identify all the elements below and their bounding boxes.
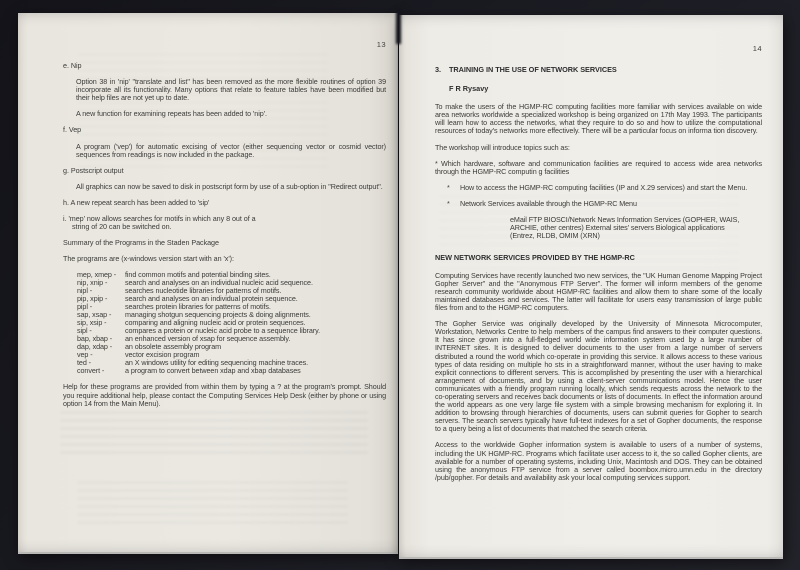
item-g-heading: g. Postscript output <box>63 165 124 175</box>
gopher-paragraph: The Gopher Service was originally developed by the University of Minnesota Microcomputer, Workstation, Networks Centre to help members of the campus find answers to their computer questions. It has since grown into a full-fledged world wide information system used by a large number of INTERNET sites. It is designed to deliver documents to the user from a large number of servers distributed a round the world which co-operate in providing this service. It allows access to these various types of data residing on multiple ho sts in a straightforward manner, without the user having to make explicit connections to different servers. This is accomplished by presenting the user with a hierarchical arrangement of documents, and by using a client-server communications model. Hence the user communicates with a friendly program running locally, which sends requests across the network to the co-operating servers and receives back documents or lists of documents. In effect the information around the world appears as one very large file system with a simple browsing mechanism for exploring it. In addition to browsing through hierarchies of documents, users can submit queries for Gopher to search servers. The search servers typically have full-text indexes for a set of Gopher documents, the response to a query being a list of documents that matched the search criteria. <box>435 319 762 434</box>
page-gap-shadow <box>396 8 401 44</box>
help-note: Help for these programs are provided from within them by typing a ? at the program's prompt. Should you require additional help, please contact the Computing Services Help Desk (either by phone or using option 14 from the Main Menu). <box>63 382 386 408</box>
program-row <box>77 367 386 375</box>
item-e-heading: e. Nip <box>63 61 82 70</box>
program-name: pip, xpip - <box>77 294 108 304</box>
program-description: searches nucleotide libraries for patterns of motifs. <box>125 286 282 296</box>
item-e-paragraph-2: A new function for examining repeats has been added to 'nip'. <box>76 109 267 119</box>
services-paragraph: Computing Services have recently launched two new services, the "UK Human Genome Mapping Project Gopher Server" and the "Anonymous FTP Server". The former will inform members of the genome research community worldwide about HGMP-RC facilities and allow them to share some of the locally maintained databases and services. The latter will facilitate for users easy transmission of large public files from and to the HGMP-RC computers. <box>435 270 762 313</box>
program-description: vector excision program <box>125 350 200 360</box>
program-description: an X windows utility for editing sequencing machine traces. <box>125 358 309 368</box>
item-i-text <box>63 215 386 231</box>
page-number: 14 <box>752 44 762 53</box>
program-name: sip, xsip - <box>77 318 107 328</box>
scanned-page-13-sheet <box>18 13 398 552</box>
program-name: vep - <box>77 350 93 360</box>
page-14-text-block <box>435 44 762 490</box>
services-line: eMail FTP BIOSCI/Network News Information Services (GOPHER, WAIS, <box>510 215 740 225</box>
item-i-line-2: string of 20 can be switched on. <box>72 222 172 232</box>
services-line: ARCHIE, other centres) External sites' servers Biological applications <box>510 223 725 233</box>
bleed-through-ghost <box>78 481 348 525</box>
program-description: a program to convert between xdap and xbap databases <box>125 366 301 376</box>
section-number: 3. <box>435 65 442 74</box>
bullet-item-1: * Which hardware, software and communication facilities are required to access wide area networks through the HGMP-RC computin g facilities <box>435 158 762 176</box>
access-paragraph: Access to the worldwide Gopher information system is available to users of a number of systems, including the UK HGMP-RC. Programs which facilitate user access to it, the so called Gopher clients, are available for a number of operating systems, including Unix, Macintosh and DOS. They can be obtained using the anonymous FTP service from a server called boombox.micro.umn.edu in the directory /pub/gopher. For details and availability ask your local computing services support. <box>435 440 762 482</box>
scanned-page-14-sheet <box>399 15 783 557</box>
page-13-text-block <box>63 40 386 416</box>
program-description: an obsolete assembly program <box>125 342 222 352</box>
program-row <box>77 335 386 343</box>
item-i-line-1: i. 'mep' now allows searches for motifs in which any 8 out of a <box>63 214 256 224</box>
program-name: dap, xdap - <box>77 342 113 352</box>
new-services-heading: NEW NETWORK SERVICES PROVIDED BY THE HGMP-RC <box>435 252 635 262</box>
bullet-item-3 <box>435 200 762 208</box>
program-name: convert - <box>77 366 105 376</box>
program-name: mep, xmep - <box>77 270 117 280</box>
program-description: searches protein libraries for patterns of motifs. <box>125 302 271 312</box>
page-number: 13 <box>376 40 386 49</box>
item-e-paragraph-1: Option 38 in 'nip' "translate and list" has been removed as the more flexible routines of option 39 incorporate all its functionality. Many options that relate to feature tables have been modified but their help files are not yet up to date. <box>76 77 386 103</box>
services-line: (Entrez, RLDB, OMIM (XRN) <box>510 231 600 241</box>
bullet-marker: * <box>447 198 450 208</box>
bullet-item-2 <box>435 184 762 192</box>
section-heading <box>435 66 762 74</box>
topics-intro: The workshop will introduce topics such as: <box>435 142 570 152</box>
program-description: search and analyses on an individual nucleic acid sequence. <box>125 278 313 288</box>
item-h-text: h. A new repeat search has been added to 'sip' <box>63 197 210 207</box>
item-g-paragraph: All graphics can now be saved to disk in postscript form by use of a sub-option in "Redirect output". <box>76 181 383 191</box>
program-description: comparing and aligning nucleic acid or protein sequences. <box>125 318 306 328</box>
program-description: compares a protein or nucleic acid probe to a sequence library. <box>125 326 320 336</box>
program-description: managing shotgun sequencing projects & doing alignments. <box>125 310 311 320</box>
program-row <box>77 343 386 351</box>
network-services-list <box>435 216 762 241</box>
program-name: nip, xnip - <box>77 278 108 288</box>
programs-table <box>63 271 386 375</box>
program-description: find common motifs and potential binding sites. <box>125 270 271 280</box>
bullet-marker: * <box>447 182 450 192</box>
bullet-text: How to access the HGMP-RC computing facilities (IP and X.29 services) and start the Menu. <box>460 182 748 192</box>
summary-heading: Summary of the Programs in the Staden Package <box>63 238 219 248</box>
author-name: F R Rysavy <box>449 84 489 94</box>
program-name: sap, xsap - <box>77 310 112 320</box>
program-name: ted - <box>77 358 91 368</box>
item-f-paragraph: A program ('vep') for automatic excising of vector (either sequencing vector or cosmid vector) sequences from readings is now included in the package. <box>76 141 386 159</box>
bullet-text: Network Services available through the HGMP-RC Menu <box>460 198 637 208</box>
bleed-through-ghost <box>60 411 368 459</box>
programs-intro: The programs are (x-windows version start with an 'x'): <box>63 254 234 264</box>
section-title: TRAINING IN THE USE OF NETWORK SERVICES <box>449 65 617 74</box>
program-name: pipl - <box>77 302 93 312</box>
program-name: nipl - <box>77 286 93 296</box>
program-name: sipl - <box>77 326 92 336</box>
program-description: an enhanced version of xsap for sequence assembly. <box>125 334 291 344</box>
item-f-heading: f. Vep <box>63 125 82 135</box>
program-description: search and analyses on an individual protein sequence. <box>125 294 298 304</box>
intro-paragraph: To make the users of the HGMP-RC computing facilities more familiar with services available on wide area networks worldwide a specialized workshop is being organized on 17th May 1993. The participants will learn how to access the networks, what they require to do so and how to utilize the computational resources of today's networks more effectively. There will be a particular focus on informa tion discovery. <box>435 102 762 136</box>
program-name: bap, xbap - <box>77 334 113 344</box>
